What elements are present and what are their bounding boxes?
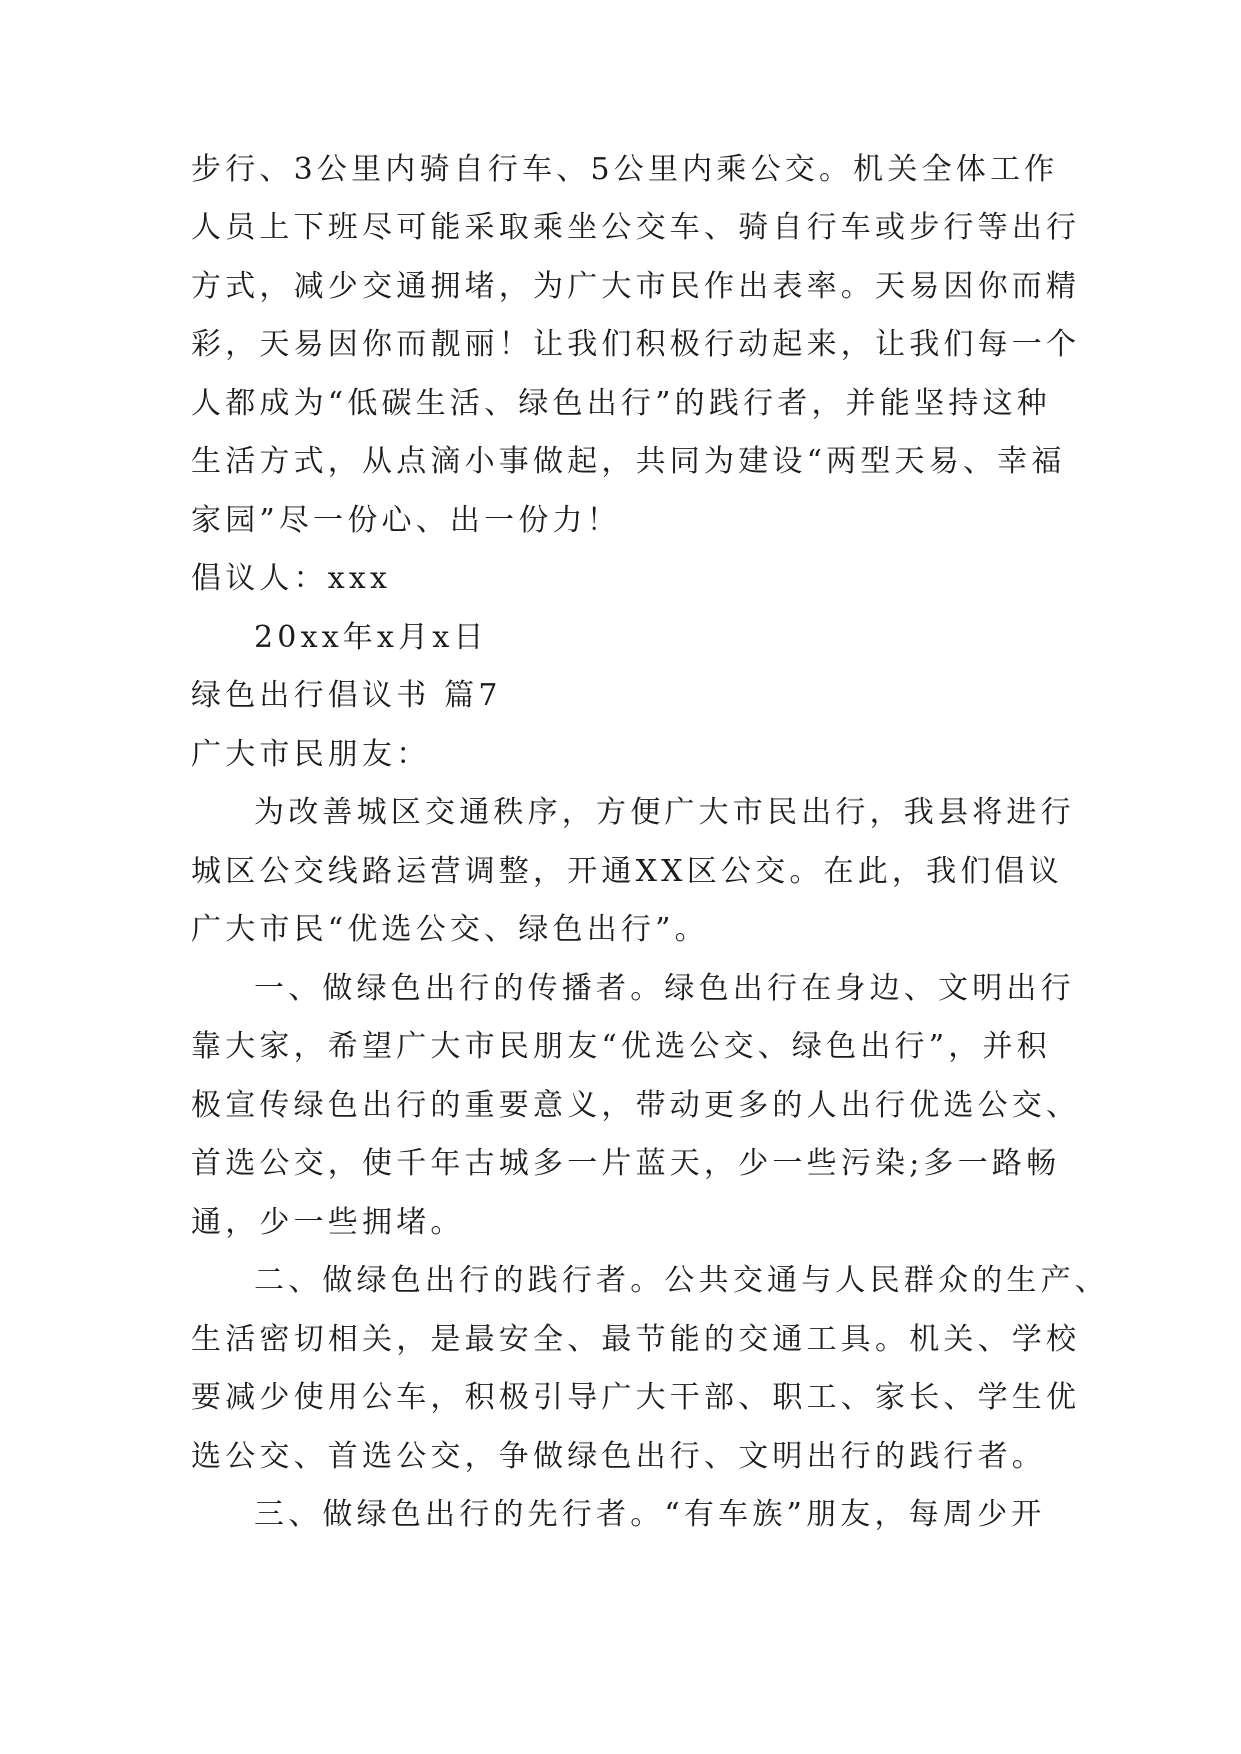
text-line: 生活密切相关，是最安全、最节能的交通工具。机关、学校 <box>191 1322 1081 1357</box>
text-line: 生活方式，从点滴小事做起，共同为建设“两型天易、幸福 <box>191 444 1066 479</box>
text-line: 选公交、首选公交，争做绿色出行、文明出行的践行者。 <box>191 1439 1046 1474</box>
text-line: 二、做绿色出行的践行者。公共交通与人民群众的生产、 <box>254 1263 1109 1298</box>
text-line: 方式，减少交通拥堵，为广大市民作出表率。天易因你而精 <box>191 269 1081 304</box>
text-line: 通，少一些拥堵。 <box>191 1205 465 1240</box>
text-line: 极宣传绿色出行的重要意义，带动更多的人出行优选公交、 <box>191 1088 1081 1123</box>
signatory-line: 倡议人：xxx <box>191 561 392 596</box>
text-line: 步行、3公里内骑自行车、5公里内乘公交。机关全体工作 <box>191 152 1059 187</box>
text-line: 为改善城区交通秩序，方便广大市民出行，我县将进行 <box>254 795 1075 830</box>
text-line: 三、做绿色出行的先行者。“有车族”朋友，每周少开 <box>254 1497 1046 1532</box>
text-line: 首选公交，使千年古城多一片蓝天，少一些污染;多一路畅 <box>191 1146 1061 1181</box>
text-line: 靠大家，希望广大市民朋友“优选公交、绿色出行”，并积 <box>191 1029 1051 1064</box>
text-line: 人都成为“低碳生活、绿色出行”的践行者，并能坚持这种 <box>191 386 1051 421</box>
text-line: 要减少使用公车，积极引导广大干部、职工、家长、学生优 <box>191 1380 1081 1415</box>
text-line: 彩，天易因你而靓丽！让我们积极行动起来，让我们每一个 <box>191 327 1081 362</box>
salutation: 广大市民朋友： <box>191 737 431 772</box>
text-line: 人员上下班尽可能采取乘坐公交车、骑自行车或步行等出行 <box>191 210 1081 245</box>
section-heading: 绿色出行倡议书 篇7 <box>191 678 502 713</box>
text-line: 城区公交线路运营调整，开通XX区公交。在此，我们倡议 <box>191 854 1063 889</box>
text-line: 广大市民“优选公交、绿色出行”。 <box>191 912 709 947</box>
text-line: 一、做绿色出行的传播者。绿色出行在身边、文明出行 <box>254 971 1075 1006</box>
date-line: 20xx年x月x日 <box>254 620 488 655</box>
text-line: 家园”尽一份心、出一份力！ <box>191 503 621 538</box>
